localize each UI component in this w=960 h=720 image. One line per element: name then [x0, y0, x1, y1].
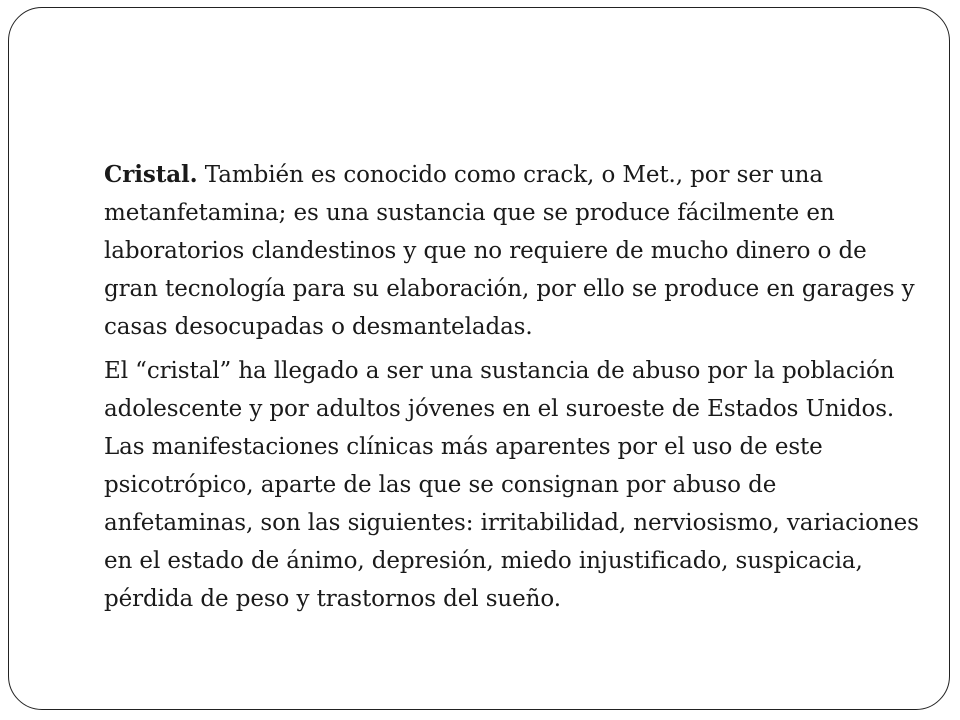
text-line: gran tecnología para su elaboración, por ello se produce en garages y [104, 276, 915, 302]
text-line: metanfetamina; es una sustancia que se produce fácilmente en [104, 200, 835, 226]
text-line: pérdida de peso y trastornos del sueño. [104, 586, 561, 612]
text-line [104, 156, 914, 194]
paragraph-cristal-definition [104, 156, 914, 346]
slide-body [104, 156, 919, 618]
text-line: anfetaminas, son las siguientes: irritabilidad, nerviosismo, variaciones [104, 510, 919, 536]
text-line: casas desocupadas o desmanteladas. [104, 314, 533, 340]
text-line: adolescente y por adultos jóvenes en el suroeste de Estados Unidos. [104, 396, 895, 422]
term-heading: Cristal. [104, 161, 198, 188]
text-line: psicotrópico, aparte de las que se consignan por abuso de [104, 472, 777, 498]
paragraph-cristal-effects [104, 352, 919, 618]
text-line: El “cristal” ha llegado a ser una sustancia de abuso por la población [104, 358, 895, 384]
text-line: en el estado de ánimo, depresión, miedo injustificado, suspicacia, [104, 548, 863, 574]
text-segment: También es conocido como crack, o Met., por ser una [197, 162, 823, 188]
text-line: laboratorios clandestinos y que no requiere de mucho dinero o de [104, 238, 867, 264]
text-line: Las manifestaciones clínicas más aparentes por el uso de este [104, 434, 823, 460]
